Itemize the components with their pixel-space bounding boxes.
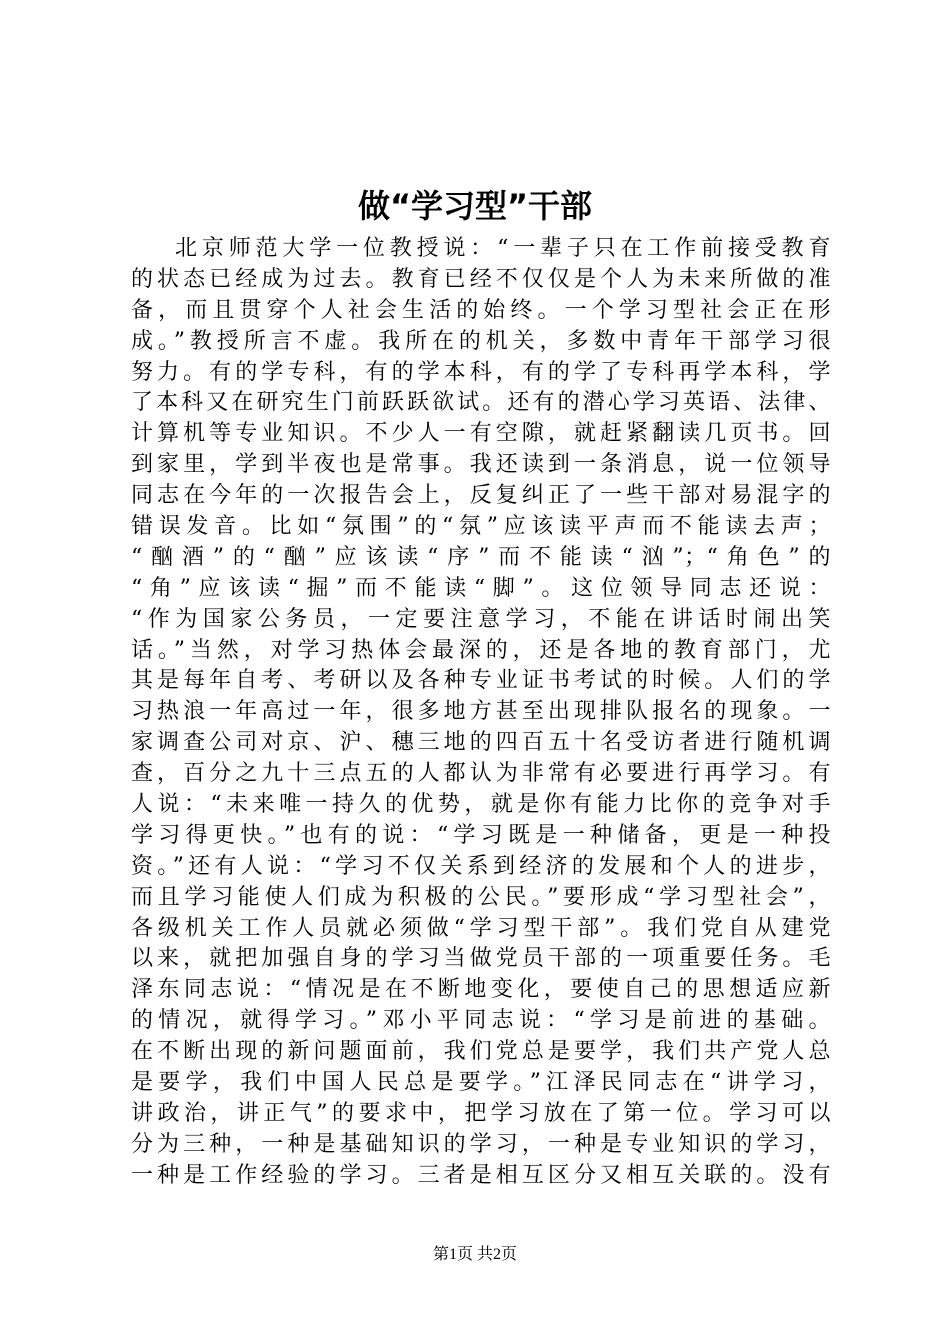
body-line: “角”应该读“掘”而不能读“脚”。这位领导同志还说： — [131, 575, 831, 601]
body-line: 的状态已经成为过去。教育已经不仅仅是个人为未来所做的准 — [131, 266, 831, 292]
body-line: 的情况，就得学习。”邓小平同志说：“学习是前进的基础。 — [131, 1008, 831, 1034]
body-line: 而且学习能使人们成为积极的公民。”要形成“学习型社会”， — [131, 884, 831, 910]
body-line: 计算机等专业知识。不少人一有空隙，就赶紧翻读几页书。回 — [131, 421, 831, 447]
body-line: 同志在今年的一次报告会上，反复纠正了一些干部对易混字的 — [131, 483, 831, 509]
body-line: 了本科又在研究生门前跃跃欲试。还有的潜心学习英语、法律、 — [131, 390, 831, 416]
body-line: 泽东同志说：“情况是在不断地变化，要使自己的思想适应新 — [131, 977, 831, 1003]
body-line: 是要学，我们中国人民总是要学。”江泽民同志在“讲学习， — [131, 1070, 831, 1096]
page-footer: 第1页 共2页 — [432, 1246, 517, 1263]
body-line: 成。”教授所言不虚。我所在的机关，多数中青年干部学习很 — [131, 328, 831, 354]
document-title: 做“学习型”干部 — [357, 187, 593, 225]
body-line: “作为国家公务员，一定要注意学习，不能在讲话时闹出笑 — [131, 606, 831, 632]
document-body — [131, 234, 831, 1192]
body-line: 到家里，学到半夜也是常事。我还读到一条消息，说一位领导 — [131, 452, 831, 478]
body-line: 北京师范大学一位教授说：“一辈子只在工作前接受教育 — [175, 236, 831, 261]
body-line: 分为三种，一种是基础知识的学习，一种是专业知识的学习， — [131, 1131, 831, 1157]
body-line: 在不断出现的新问题面前，我们党总是要学，我们共产党人总 — [131, 1039, 831, 1065]
body-line: 错误发音。比如“氛围”的“氛”应该读平声而不能读去声； — [131, 514, 831, 540]
body-line: 各级机关工作人员就必须做“学习型干部”。我们党自从建党 — [131, 915, 831, 941]
body-line: 一种是工作经验的学习。三者是相互区分又相互关联的。没有 — [131, 1162, 831, 1188]
body-line: 努力。有的学专科，有的学本科，有的学了专科再学本科，学 — [131, 359, 831, 385]
body-line: 习热浪一年高过一年，很多地方甚至出现排队报名的现象。一 — [131, 699, 831, 725]
body-line: 讲政治，讲正气”的要求中，把学习放在了第一位。学习可以 — [131, 1100, 831, 1126]
body-line: 以来，就把加强自身的学习当做党员干部的一项重要任务。毛 — [131, 946, 831, 972]
body-line: 查，百分之九十三点五的人都认为非常有必要进行再学习。有 — [131, 761, 831, 787]
body-line: 学习得更快。”也有的说：“学习既是一种储备，更是一种投 — [131, 822, 831, 848]
body-line: 备，而且贯穿个人社会生活的始终。一个学习型社会正在形 — [131, 297, 831, 323]
body-line: 家调查公司对京、沪、穗三地的四百五十名受访者进行随机调 — [131, 730, 831, 756]
body-line: 资。”还有人说：“学习不仅关系到经济的发展和个人的进步， — [131, 853, 831, 879]
body-line: 人说：“未来唯一持久的优势，就是你有能力比你的竞争对手 — [131, 792, 831, 818]
body-line: 其是每年自考、考研以及各种专业证书考试的时候。人们的学 — [131, 668, 831, 694]
body-line: “酗酒”的“酗”应该读“序”而不能读“汹”；“角色”的 — [131, 544, 831, 570]
body-line: 话。”当然，对学习热体会最深的，还是各地的教育部门，尤 — [131, 637, 831, 663]
